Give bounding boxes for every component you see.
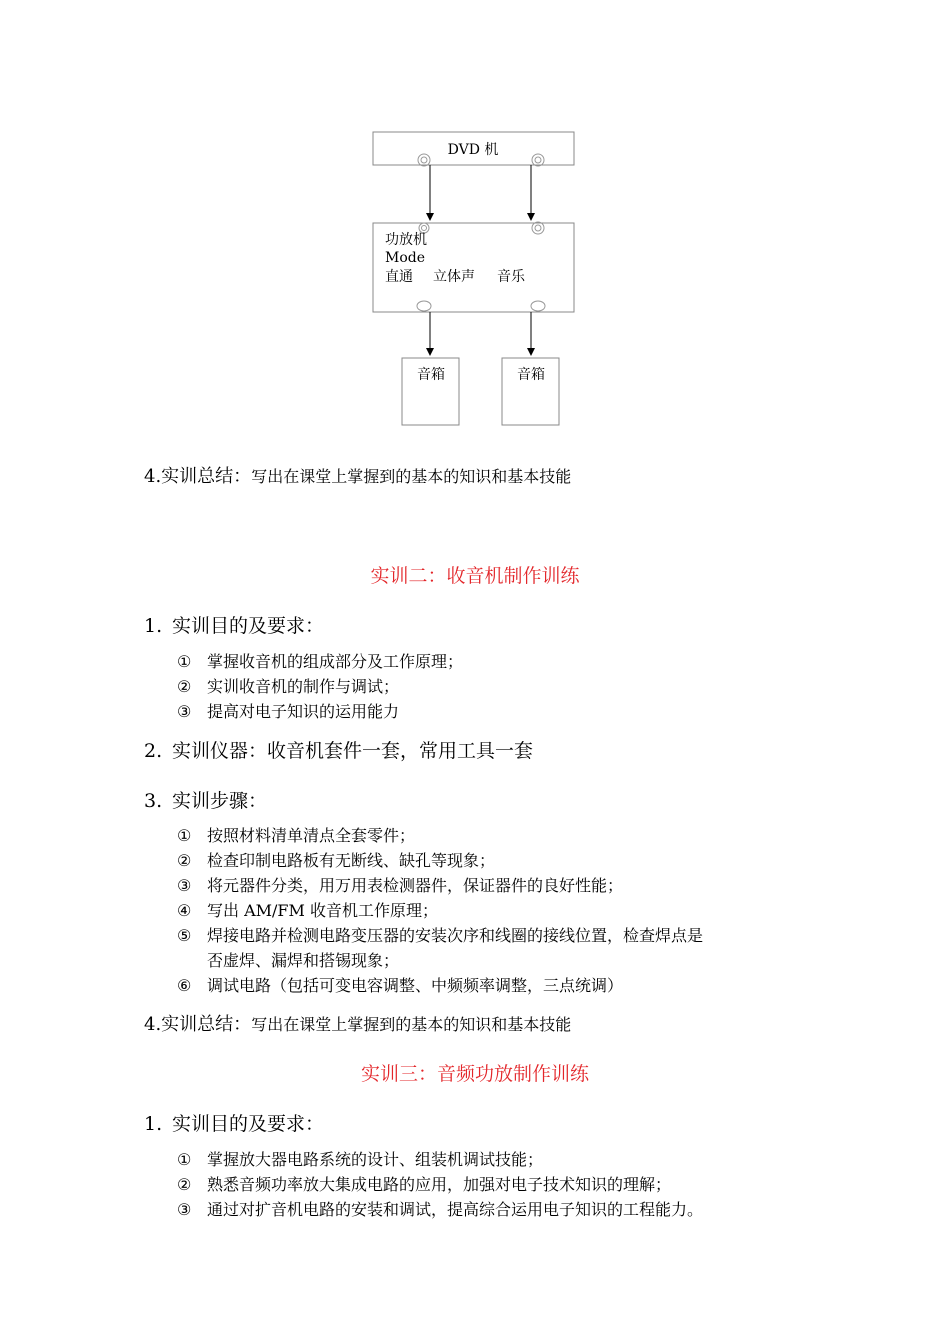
item-marker: ⑤ bbox=[177, 926, 192, 945]
exp2-section-3-heading bbox=[144, 786, 267, 813]
amplifier-mode-label: Mode bbox=[385, 250, 426, 266]
summary-1-text: 写出在课堂上掌握到的基本的知识和基本技能 bbox=[251, 467, 572, 486]
exp2-step-item bbox=[177, 823, 415, 846]
amplifier-title: 功放机 bbox=[385, 232, 427, 248]
item-marker: ① bbox=[177, 652, 192, 671]
speaker-right-label: 音箱 bbox=[517, 367, 545, 383]
item-text: 熟悉音频功率放大集成电路的应用，加强对电子技术知识的理解； bbox=[207, 1175, 672, 1194]
exp3-title: 实训三：音频功放制作训练 bbox=[360, 1063, 589, 1085]
item-text: 焊接电路并检测电路变压器的安装次序和线圈的接线位置，检查焊点是 bbox=[207, 926, 704, 945]
item-marker: ① bbox=[177, 826, 192, 845]
exp2-section-3-text: 实训步骤： bbox=[172, 790, 268, 812]
exp2-section-2-number: 2. bbox=[144, 740, 163, 762]
item-text: 检查印制电路板有无断线、缺孔等现象； bbox=[207, 851, 496, 870]
item-marker: ② bbox=[177, 851, 192, 870]
summary-2 bbox=[144, 1010, 571, 1036]
exp3-goal-item bbox=[177, 1197, 703, 1220]
exp2-step-item bbox=[177, 973, 623, 996]
exp3-section-1-text: 实训目的及要求： bbox=[172, 1113, 325, 1135]
summary-2-text: 写出在课堂上掌握到的基本的知识和基本技能 bbox=[251, 1015, 572, 1034]
exp2-step-item bbox=[177, 923, 703, 946]
summary-2-label: 4.实训总结： bbox=[144, 1014, 252, 1035]
item-text: 调试电路（包括可变电容调整、中频频率调整，三点统调） bbox=[207, 976, 624, 995]
summary-1-label: 4.实训总结： bbox=[144, 466, 252, 487]
exp3-section-1-number: 1. bbox=[144, 1113, 163, 1135]
speaker-left-label: 音箱 bbox=[417, 367, 445, 383]
amp-mode-option-stereo: 立体声 bbox=[433, 269, 475, 285]
exp2-section-1-text: 实训目的及要求： bbox=[172, 615, 325, 637]
item-text: 掌握收音机的组成部分及工作原理； bbox=[207, 652, 464, 671]
item-marker: ③ bbox=[177, 876, 192, 895]
item-text: 实训收音机的制作与调试； bbox=[207, 677, 400, 696]
item-marker: ③ bbox=[177, 702, 192, 721]
exp2-goal-item bbox=[177, 649, 463, 672]
exp2-step-item bbox=[177, 873, 623, 896]
exp3-goal-item bbox=[177, 1172, 671, 1195]
exp2-step-item bbox=[177, 848, 495, 871]
exp2-section-2-text: 实训仪器：收音机套件一套，常用工具一套 bbox=[172, 740, 534, 762]
item-text: 通过对扩音机电路的安装和调试，提高综合运用电子知识的工程能力。 bbox=[207, 1200, 704, 1219]
amp-mode-option-music: 音乐 bbox=[497, 269, 525, 285]
item-marker: ③ bbox=[177, 1200, 192, 1219]
exp2-section-2-heading bbox=[144, 736, 533, 763]
item-marker: ② bbox=[177, 1175, 192, 1194]
exp2-step-item bbox=[177, 898, 438, 921]
dvd-player-label: DVD 机 bbox=[447, 142, 499, 158]
exp2-section-1-number: 1. bbox=[144, 615, 163, 637]
exp2-section-1-heading bbox=[144, 611, 324, 638]
item-marker: ⑥ bbox=[177, 976, 192, 995]
exp2-goal-item bbox=[177, 674, 399, 697]
item-text: 掌握放大器电路系统的设计、组装机调试技能； bbox=[207, 1150, 544, 1169]
item-text: 提高对电子知识的运用能力 bbox=[207, 702, 400, 721]
item-marker: ① bbox=[177, 1150, 192, 1169]
item-text: 按照材料清单清点全套零件； bbox=[207, 826, 416, 845]
summary-1 bbox=[144, 462, 571, 488]
item-text: 将元器件分类，用万用表检测器件，保证器件的良好性能； bbox=[207, 876, 624, 895]
exp2-title: 实训二：收音机制作训练 bbox=[370, 565, 580, 587]
exp3-goal-item bbox=[177, 1147, 543, 1170]
amp-mode-option-direct: 直通 bbox=[385, 269, 413, 285]
item-marker: ④ bbox=[177, 901, 192, 920]
connection-diagram bbox=[0, 0, 950, 440]
item-marker: ② bbox=[177, 677, 192, 696]
exp2-section-3-number: 3. bbox=[144, 790, 163, 812]
exp3-section-1-heading bbox=[144, 1109, 324, 1136]
item-text: 写出 AM/FM 收音机工作原理； bbox=[207, 901, 438, 920]
exp2-goal-item bbox=[177, 699, 399, 722]
exp2-step-5-continuation: 否虚焊、漏焊和搭锡现象； bbox=[207, 951, 400, 970]
